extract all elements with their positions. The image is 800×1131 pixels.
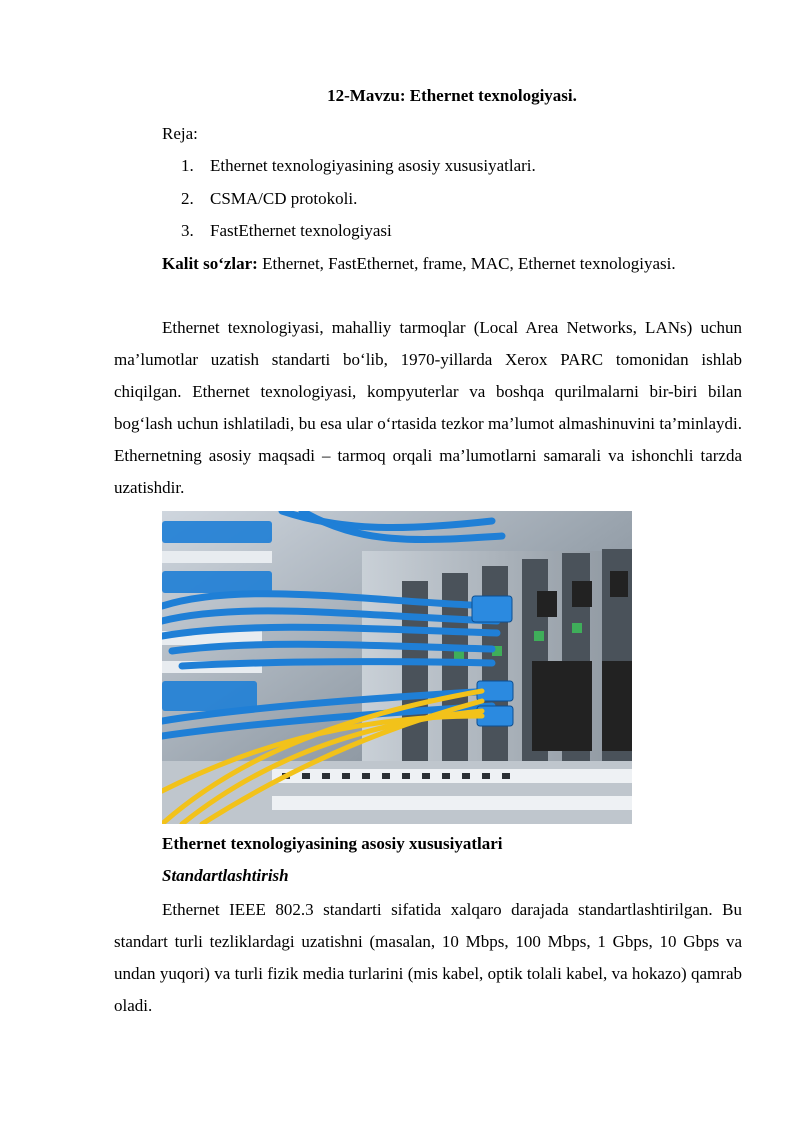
plan-item-number: 3. bbox=[181, 221, 194, 240]
plan-item-text: Ethernet texnologiyasining asosiy xususiyatlari. bbox=[210, 156, 536, 175]
plan-item-text: FastEthernet texnologiyasi bbox=[210, 221, 392, 240]
plan-label: Reja: bbox=[162, 124, 198, 143]
subsection-heading: Standartlashtirish bbox=[162, 866, 289, 885]
plan-item-number: 1. bbox=[181, 156, 194, 175]
section-heading: Ethernet texnologiyasining asosiy xususiyatlari bbox=[162, 834, 503, 853]
plan-item bbox=[181, 189, 357, 209]
plan-item-text: CSMA/CD protokoli. bbox=[210, 189, 358, 208]
plan-item-number: 2. bbox=[181, 189, 194, 208]
keywords-line bbox=[162, 254, 676, 274]
page-title: 12-Mavzu: Ethernet texnologiyasi. bbox=[327, 86, 577, 105]
keywords-label: Kalit so‘zlar: bbox=[162, 254, 258, 273]
keywords-text: Ethernet, FastEthernet, frame, MAC, Ethernet texnologiyasi. bbox=[257, 254, 676, 273]
intro-paragraph: Ethernet texnologiyasi, mahalliy tarmoqlar (Local Area Networks, LANs) uchun ma’lumotlar uzatish standarti bo‘lib, 1970-yillarda Xerox PARC tomonidan ishlab chiqilgan. Ethernet texnologiyasi, kompyuterlar va boshqa qurilmalarni bir-biri bilan bog‘lash uchun ishlatiladi, bu esa ular o‘rtasida tezkor ma’lumot almashinuvini ta’minlaydi. Ethernetning asosiy maqsadi – tarmoq orqali ma’lumotlarni samarali va ishonchli tarzda uzatishdir. bbox=[114, 318, 742, 497]
network-cables-photo bbox=[162, 511, 632, 824]
plan-item bbox=[181, 156, 536, 176]
standard-paragraph: Ethernet IEEE 802.3 standarti sifatida xalqaro darajada standartlashtirilgan. Bu standart turli tezliklardagi uzatishni (masalan, 10 Mbps, 100 Mbps, 1 Gbps, 10 Gbps va undan yuqori) va turli fizik media turlarini (mis kabel, optik tolali kabel, va hokazo) qamrab oladi. bbox=[114, 900, 742, 1015]
plan-item bbox=[181, 221, 392, 241]
